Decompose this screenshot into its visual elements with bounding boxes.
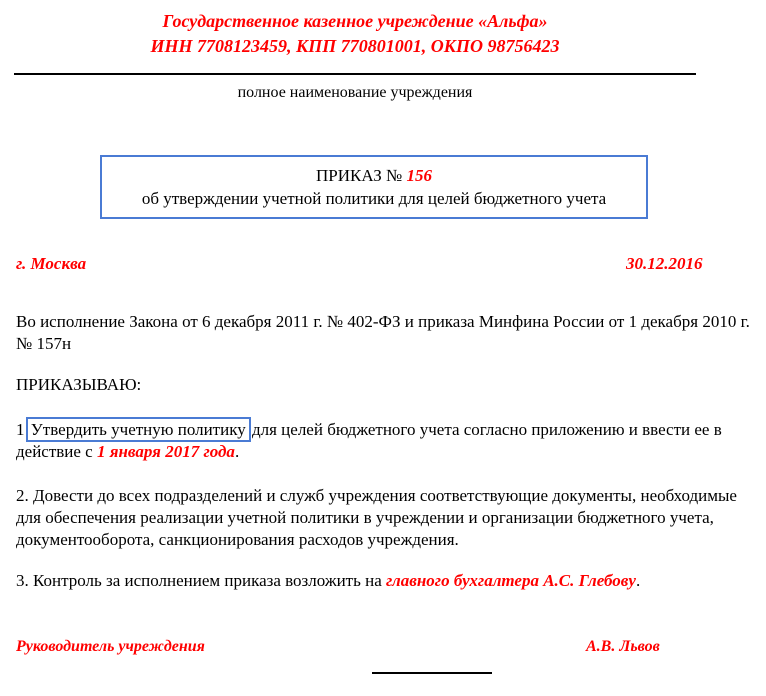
order-word: ПРИКАЗЫВАЮ:	[16, 375, 142, 394]
order-title	[102, 165, 646, 187]
signature-role: Руководитель учреждения	[16, 638, 205, 655]
org-caption: полное наименование учреждения	[237, 84, 473, 101]
item-3-person: главного бухгалтера А.С. Глебову	[386, 571, 636, 590]
item-3: 3. Контроль за исполнением приказа возложить на главного бухгалтера А.С. Глебову.	[16, 571, 641, 590]
item-3-text: 3. Контроль за исполнением приказа возложить на	[16, 571, 382, 590]
item-1-text: для целей бюджетного учета согласно приложению и ввести ее в действие с	[16, 420, 722, 461]
order-title-prefix: ПРИКАЗ №	[316, 166, 403, 185]
order-subtitle: об утверждении учетной политики для целей бюджетного учета	[141, 189, 607, 208]
org-codes: ИНН 7708123459, КПП 770801001, ОКПО 98756423	[150, 36, 560, 56]
item-1-highlight: Утвердить учетную политику	[30, 420, 246, 439]
order-date: 30.12.2016	[626, 254, 703, 273]
header-divider	[14, 73, 696, 75]
order-number: 156	[406, 166, 432, 185]
item-1-date: 1 января 2017 года	[96, 442, 235, 461]
item-1: 1 Утвердить учетную политику для целей бюджетного учета согласно приложению и ввести ее в действие с 1 января 2017 года.	[16, 420, 722, 461]
signature-line	[372, 672, 492, 674]
intro-paragraph: Во исполнение Закона от 6 декабря 2011 г. № 402-ФЗ и приказа Минфина России от 1 декабря 2010 г. № 157н	[16, 312, 750, 353]
order-title-box	[100, 155, 648, 219]
item-2: 2. Довести до всех подразделений и служб учреждения соответствующие документы, необходимые для обеспечения реализации учетной политики в учреждении и организации бюджетного учета, документооборота, санкционирования расходов учреждения.	[16, 486, 737, 549]
item-1-number: 1	[16, 420, 25, 439]
signature-name: А.В. Львов	[586, 638, 660, 655]
org-name: Государственное казенное учреждение «Альфа»	[162, 11, 548, 31]
order-city: г. Москва	[16, 254, 87, 273]
